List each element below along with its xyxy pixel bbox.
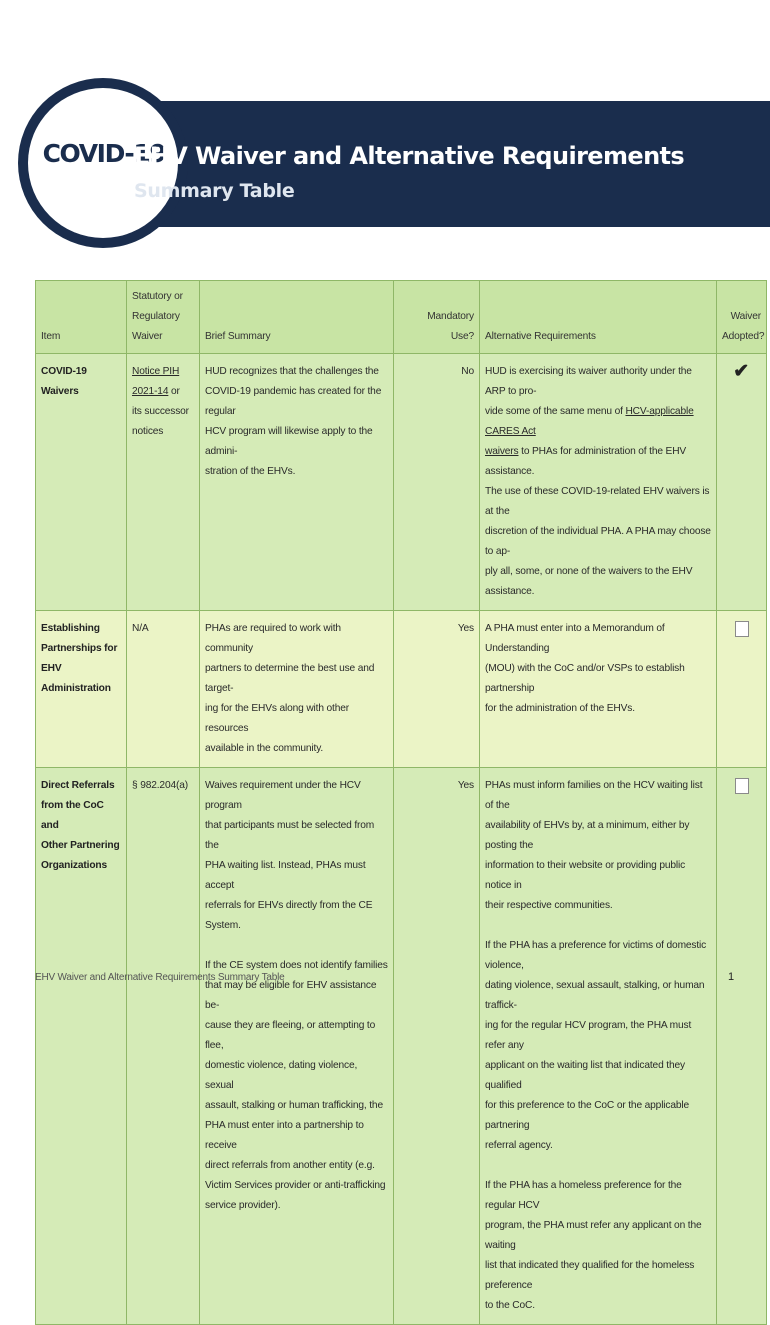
summary-table <box>35 280 767 1325</box>
adopted-cell <box>717 768 767 1325</box>
alternative-cell: PHAs must inform families on the HCV waiting list of the availability of EHVs by, at a minimum, either by posting the information to their website or providing public notice in their respective communities. If the PHA has a preference for victims of domestic violence, dating violence, sexual assault, stalking, or human traffick- ing for the regular HCV program, the PHA must refer any applicant on the waiting list that indicated they qualified for this preference to the CoC or the applicable partnering referral agency. If the PHA has a homeless preference for the regular HCV program, the PHA must refer any applicant on the waiting list that indicated they qualified for the homeless preference to the CoC. <box>480 768 717 1325</box>
alternative-cell: A PHA must enter into a Memorandum of Understanding (MOU) with the CoC and/or VSPs to establish partnership for the administration of the EHVs. <box>480 611 717 768</box>
statutory-cell: § 982.204(a) <box>127 768 200 1325</box>
table-row <box>36 611 767 768</box>
header-brief-summary: Brief Summary <box>200 281 394 354</box>
notice-pih-link[interactable]: Notice PIH <box>132 366 180 377</box>
table-header-row <box>36 281 767 354</box>
waivers-link[interactable]: waivers <box>485 446 519 457</box>
summary-cell: HUD recognizes that the challenges the COVID-19 pandemic has created for the regular HCV program will likewise apply to the admini- stration of the EHVs. <box>200 354 394 611</box>
alternative-cell: HUD is exercising its waiver authority under the ARP to pro- vide some of the same menu of HCV-applicable CARES Act waivers to PHAs for administration of the EHV assistance. The use of these COVID-19-related EHV waivers is at the discretion of the individual PHA. A PHA may choose to ap- ply all, some, or none of the waivers to the EHV assistance. <box>480 354 717 611</box>
page-subtitle: Summary Table <box>134 180 295 202</box>
mandatory-cell: Yes <box>394 611 480 768</box>
statutory-cell: N/A <box>127 611 200 768</box>
adopted-cell <box>717 354 767 611</box>
cares-act-waivers-link[interactable]: HCV-applicable CARES Act <box>485 406 694 437</box>
unchecked-checkbox[interactable] <box>735 778 749 794</box>
statutory-cell: Notice PIH 2021-14 or its successor notices <box>127 354 200 611</box>
mandatory-cell: No <box>394 354 480 611</box>
item-cell: Direct Referrals from the CoC and Other Partnering Organizations <box>36 768 127 1325</box>
adopted-cell <box>717 611 767 768</box>
header-mandatory: Mandatory Use? <box>394 281 480 354</box>
page-title: EHV Waiver and Alternative Requirements <box>134 142 685 170</box>
item-cell: Establishing Partnerships for EHV Administration <box>36 611 127 768</box>
checked-checkbox-icon[interactable]: ✔ <box>733 361 749 382</box>
page-number: 1 <box>728 971 735 983</box>
summary-cell: PHAs are required to work with community partners to determine the best use and target- ing for the EHVs along with other resources available in the community. <box>200 611 394 768</box>
header-statutory: Statutory or Regulatory Waiver <box>127 281 200 354</box>
header-alternative: Alternative Requirements <box>480 281 717 354</box>
summary-cell: Waives requirement under the HCV program that participants must be selected from the PHA waiting list. Instead, PHAs must accept referrals for EHVs directly from the CE System. If the CE system does not identify families that may be eligible for EHV assistance be- cause they are fleeing, or attempting to flee, domestic violence, dating violence, sexual assault, stalking or human trafficking, the PHA must enter into a partnership to receive direct referrals from another entity (e.g. Victim Services provider or anti-trafficking service provider). <box>200 768 394 1325</box>
header-item: Item <box>36 281 127 354</box>
table-row <box>36 354 767 611</box>
mandatory-cell: Yes <box>394 768 480 1325</box>
footer-title: EHV Waiver and Alternative Requirements Summary Table <box>35 972 285 983</box>
item-cell: COVID-19 Waivers <box>36 354 127 611</box>
table-row <box>36 768 767 1325</box>
header-waiver-adopted: Waiver Adopted? <box>717 281 767 354</box>
notice-number-link[interactable]: 2021-14 <box>132 386 169 397</box>
covid-badge: COVID-19 <box>42 139 166 168</box>
unchecked-checkbox[interactable] <box>735 621 749 637</box>
